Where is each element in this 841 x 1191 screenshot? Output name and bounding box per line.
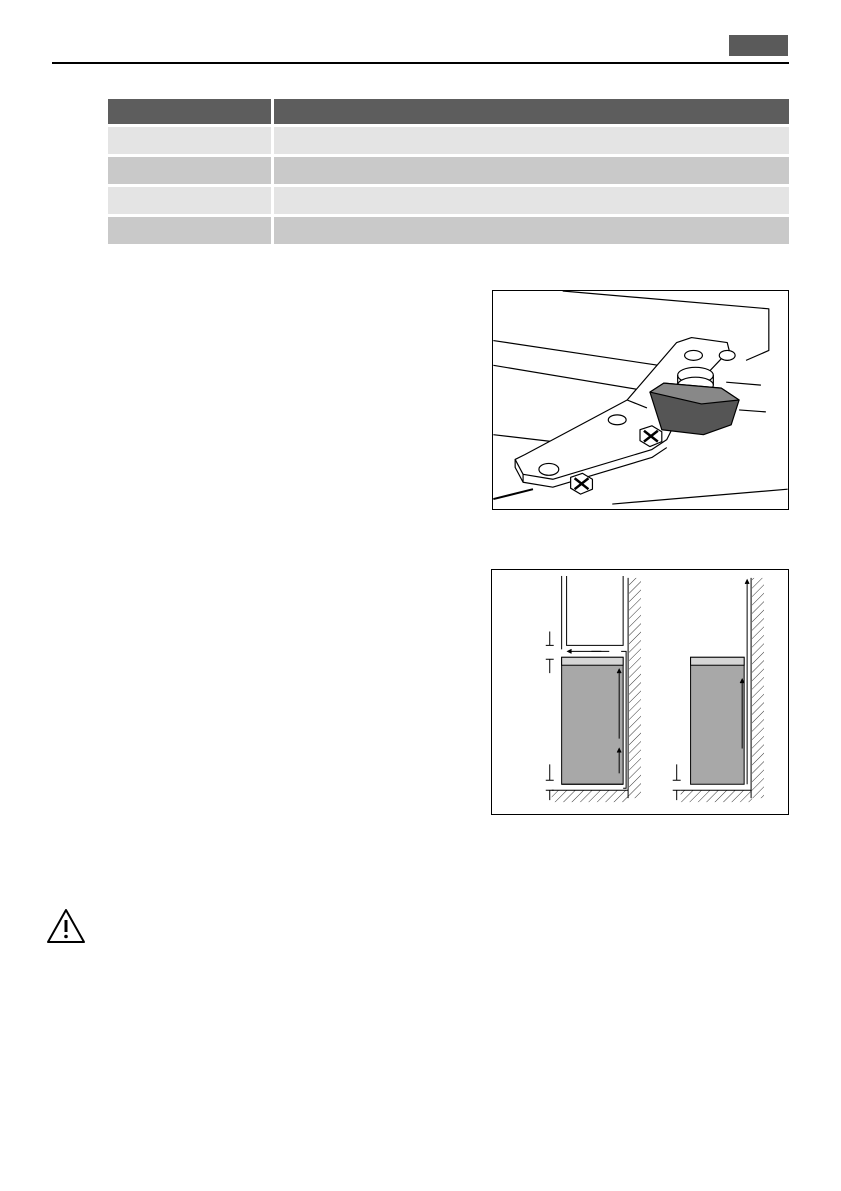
table-cell: [108, 217, 274, 247]
table-cell: [274, 187, 789, 217]
header-rule: [52, 62, 789, 64]
table-cell: [274, 217, 789, 247]
table-header-ambient-temperature: [274, 99, 789, 127]
table-row: [108, 127, 789, 157]
table-row: [108, 157, 789, 187]
table-cell: [108, 187, 274, 217]
ventilation-figure: [491, 569, 789, 815]
table-header-row: [108, 99, 789, 127]
table-header-climate-class: [108, 99, 274, 127]
table-cell: [108, 127, 274, 157]
table-cell: [108, 157, 274, 187]
hinge-detail-drawing: [493, 291, 788, 509]
table-row: [108, 217, 789, 247]
ventilation-drawing: [492, 570, 788, 814]
hinge-detail-figure: [492, 290, 789, 510]
warning-triangle-icon: [46, 908, 86, 944]
table-cell: [274, 157, 789, 187]
table-cell: [274, 127, 789, 157]
language-tab: [729, 35, 788, 56]
table-row: [108, 187, 789, 217]
climate-class-table: [108, 99, 789, 247]
